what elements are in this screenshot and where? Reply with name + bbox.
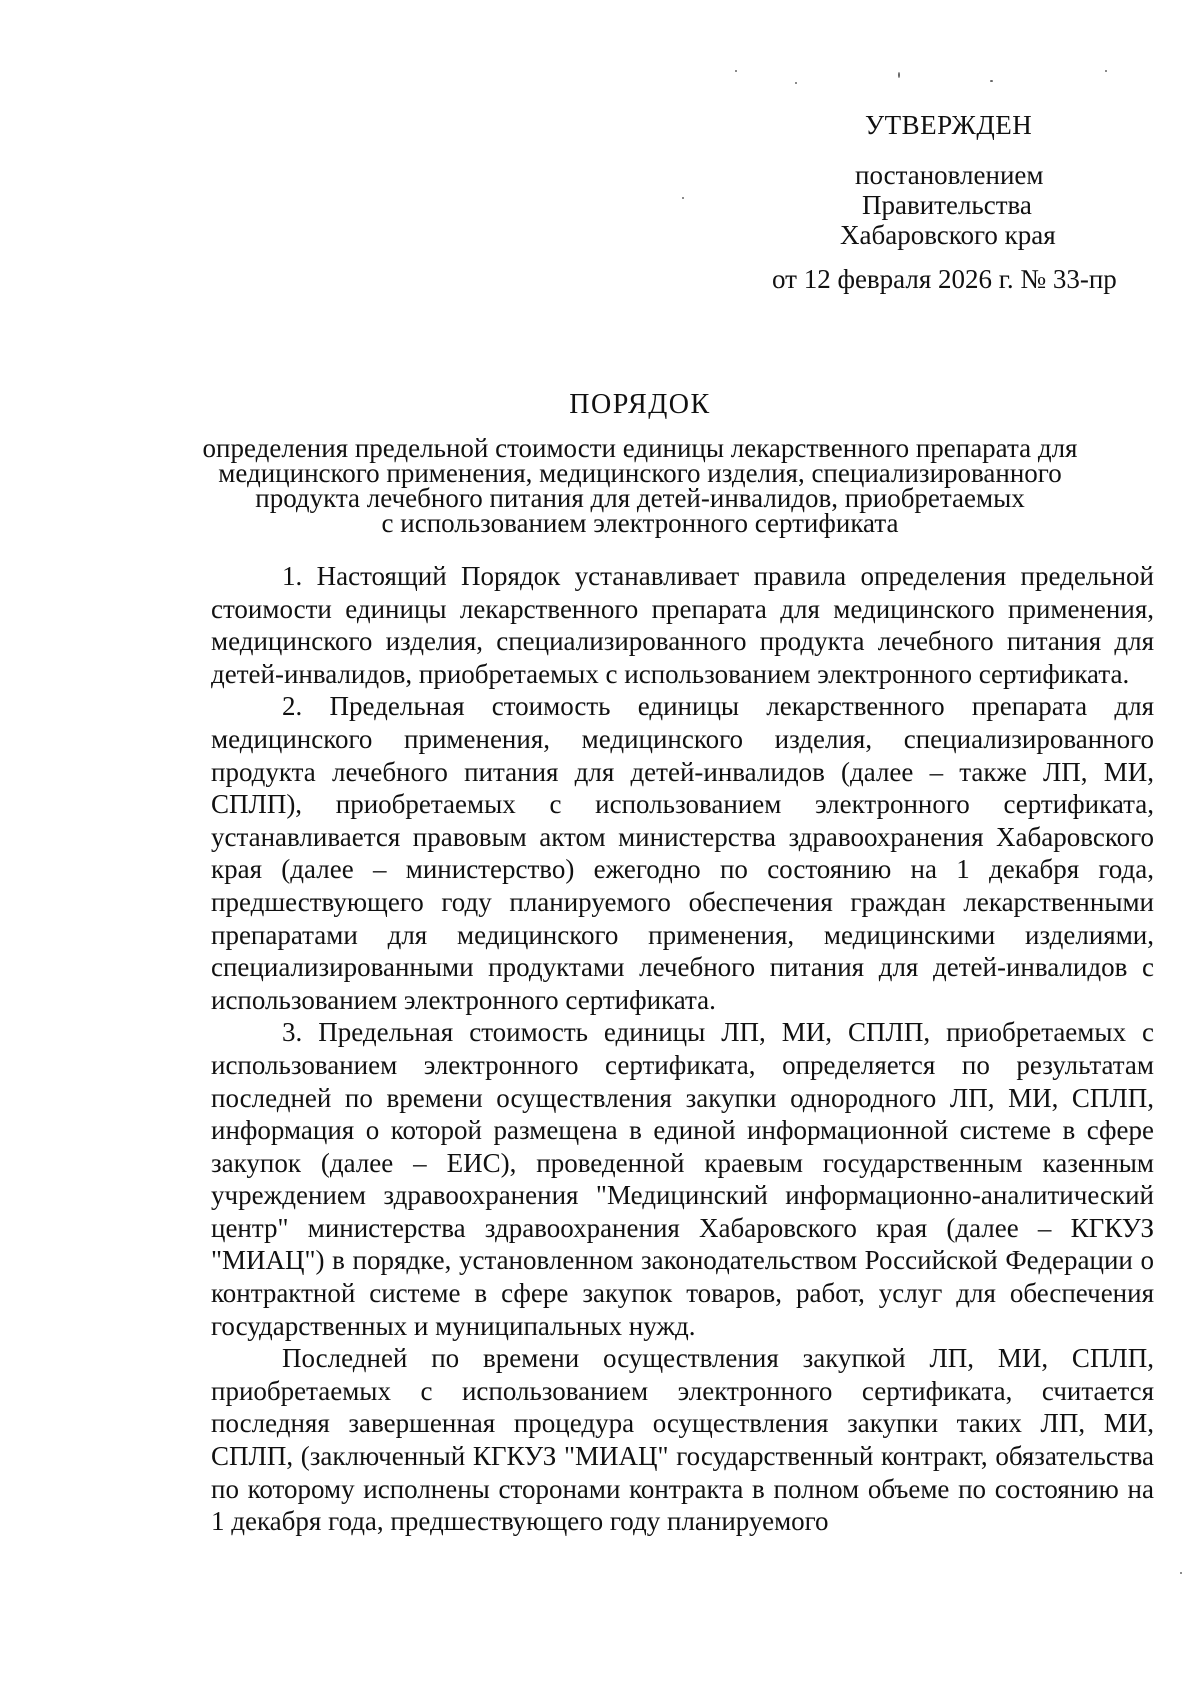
subtitle-line: медицинского применения, медицинского изделия, специализированного — [218, 458, 1062, 488]
document-body — [211, 560, 1154, 1538]
scan-speck — [898, 72, 900, 78]
approval-line: Хабаровского края — [840, 220, 1056, 250]
approved-label: УТВЕРЖДЕН — [865, 110, 1033, 140]
scan-speck — [795, 82, 797, 84]
paragraph: 3. Предельная стоимость единицы ЛП, МИ, СПЛП, приобретаемых с использованием электронного сертификата, определяется по результатам последней по времени осуществления закупки однородного ЛП, МИ, СПЛП, информация о которой размещена в единой информационной системе в сфере закупок (далее – ЕИС), проведенной краевым государственным казенным учреждением здравоохранения "Медицинский информационно-аналитический центр" министерства здравоохранения Хабаровского края (далее – КГКУЗ "МИАЦ") в порядке, установленном законодательством Российской Федерации о контрактной системе в сфере закупок товаров, работ, услуг для обеспечения государственных и муниципальных нужд. — [211, 1017, 1154, 1341]
paragraph: 1. Настоящий Порядок устанавливает правила определения предельной стоимости единицы лекарственного препарата для медицинского применения, медицинского изделия, специализированного продукта лечебного питания для детей-инвалидов, приобретаемых с использованием электронного сертификата. — [211, 561, 1154, 689]
paragraph: Последней по времени осуществления закупкой ЛП, МИ, СПЛП, приобретаемых с использованием электронного сертификата, считается последняя завершенная процедура осуществления закупки таких ЛП, МИ, СПЛП, (заключенный КГКУЗ "МИАЦ" государственный контракт, обязательства по которому исполнены сторонами контракта в полном объеме по состоянию на 1 декабря года, предшествующего году планируемого — [211, 1343, 1154, 1537]
subtitle-line: определения предельной стоимости единицы лекарственного препарата для — [202, 433, 1078, 463]
title-block — [200, 388, 1080, 536]
document-title: ПОРЯДОК — [569, 389, 711, 420]
subtitle-line: продукта лечебного питания для детей-инвалидов, приобретаемых — [255, 483, 1025, 513]
approval-stamp — [760, 110, 1140, 294]
scan-speck — [682, 197, 684, 199]
scan-speck — [1180, 1572, 1182, 1574]
scan-speck — [990, 80, 993, 82]
approval-line: постановлением — [855, 160, 1044, 190]
scan-speck — [1105, 70, 1107, 72]
approval-line: Правительства — [862, 190, 1032, 220]
scan-speck — [735, 70, 737, 72]
approval-date: от 12 февраля 2026 г. № 33-пр — [772, 264, 1117, 294]
subtitle-line: с использованием электронного сертификата — [381, 508, 899, 538]
document-subtitle — [200, 433, 1080, 538]
paragraph: 2. Предельная стоимость единицы лекарственного препарата для медицинского применения, медицинского изделия, специализированного продукта лечебного питания для детей-инвалидов (далее – также ЛП, МИ, СПЛП), приобретаемых с использованием электронного сертификата, устанавливается правовым актом министерства здравоохранения Хабаровского края (далее – министерство) ежегодно по состоянию на 1 декабря года, предшествующего году планируемого обеспечения граждан лекарственными препаратами для медицинского применения, медицинскими изделиями, специализированными продуктами лечебного питания для детей-инвалидов с использованием электронного сертификата. — [211, 691, 1154, 1015]
